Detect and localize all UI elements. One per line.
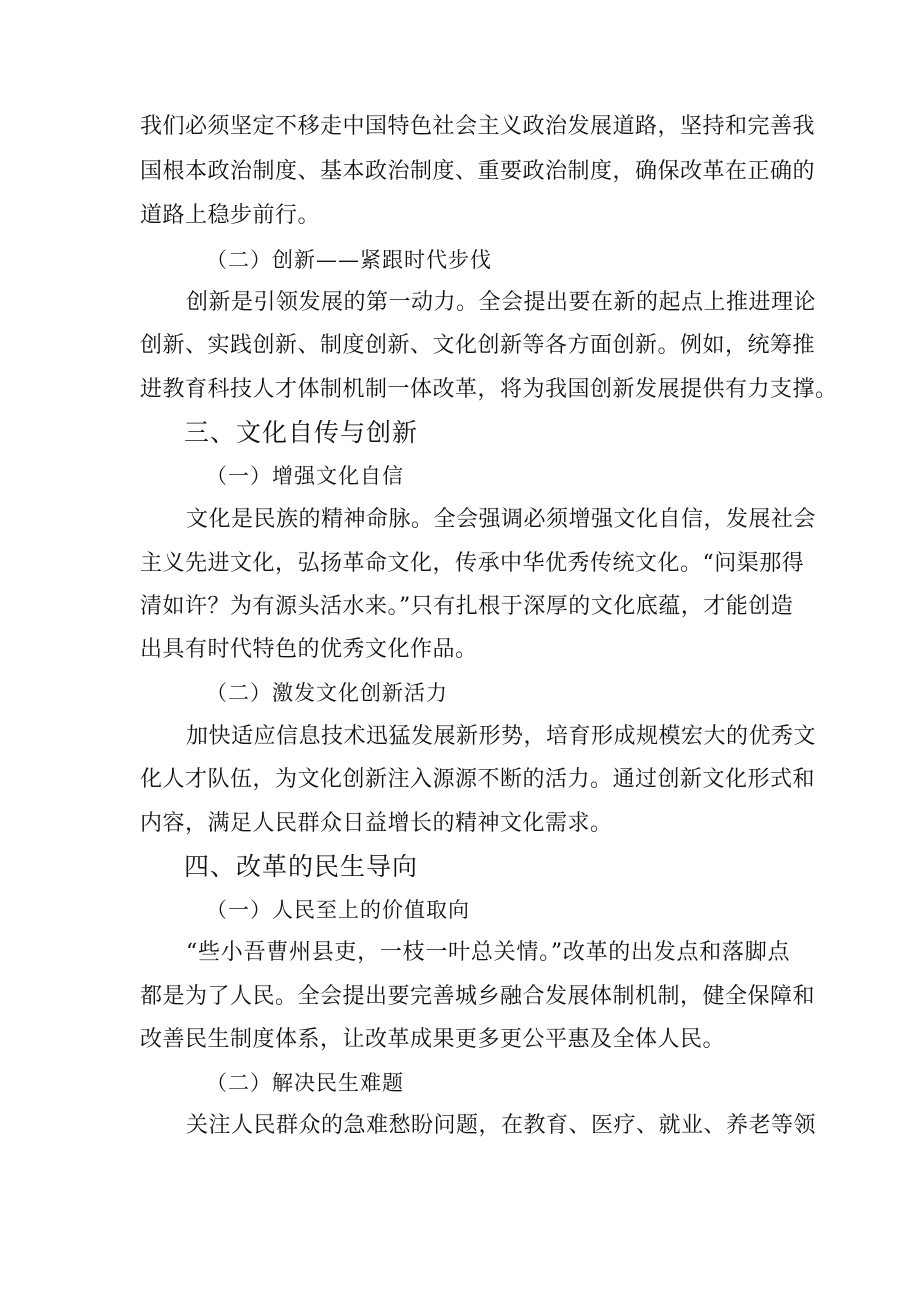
paragraph-line: 关注人民群众的急难愁盼问题，在教育、医疗、就业、养老等领: [186, 1113, 817, 1138]
paragraph-line: 国根本政治制度、基本政治制度、重要政治制度，确保改革在正确的: [140, 159, 816, 184]
paragraph-line: 出具有时代特色的优秀文化作品。: [140, 637, 478, 662]
paragraph-line: 改善民生制度体系，让改革成果更多更公平惠及全体人民。: [140, 1027, 726, 1052]
paragraph-line: 加快适应信息技术迅猛发展新形势，培育形成规模宏大的优秀文: [186, 724, 817, 749]
paragraph-line: 创新是引领发展的第一动力。全会提出要在新的起点上推进理论: [186, 290, 817, 315]
paragraph-line: 清如许？为有源头活水来。”只有扎根于深厚的文化底蕴，才能创造: [140, 594, 794, 619]
subheading-livelihood-problems: （二）解决民生难题: [206, 1071, 404, 1095]
paragraph-line: 文化是民族的精神命脉。全会强调必须增强文化自信，发展社会: [186, 507, 817, 532]
subheading-people-first: （一）人民至上的价值取向: [206, 898, 470, 922]
paragraph-line: 道路上稳步前行。: [140, 203, 321, 228]
paragraph-line: 创新、实践创新、制度创新、文化创新等各方面创新。例如，统筹推: [140, 333, 816, 358]
subheading-innovation: （二）创新——紧跟时代步伐: [206, 248, 492, 272]
subheading-cultural-confidence: （一）增强文化自信: [206, 464, 404, 488]
paragraph-line: 化人才队伍，为文化创新注入源源不断的活力。通过创新文化形式和: [140, 767, 816, 792]
paragraph-line: “些小吾曹州县吏，一枝一叶总关情。”改革的出发点和落脚点: [186, 940, 790, 965]
subheading-cultural-innovation: （二）激发文化创新活力: [206, 681, 448, 705]
section-heading-4: 四、改革的民生导向: [184, 852, 419, 881]
paragraph-line: 我们必须坚定不移走中国特色社会主义政治发展道路，坚持和完善我: [140, 114, 816, 139]
paragraph-line: 进教育科技人才体制机制一体改革，将为我国创新发展提供有力支撑。: [140, 377, 838, 402]
paragraph-line: 内容，满足人民群众日益增长的精神文化需求。: [140, 811, 613, 836]
paragraph-line: 主义先进文化，弘扬革命文化，传承中华优秀传统文化。“问渠那得: [140, 551, 805, 576]
section-heading-3: 三、文化自传与创新: [184, 418, 419, 447]
paragraph-line: 都是为了人民。全会提出要完善城乡融合发展体制机制，健全保障和: [140, 984, 816, 1009]
